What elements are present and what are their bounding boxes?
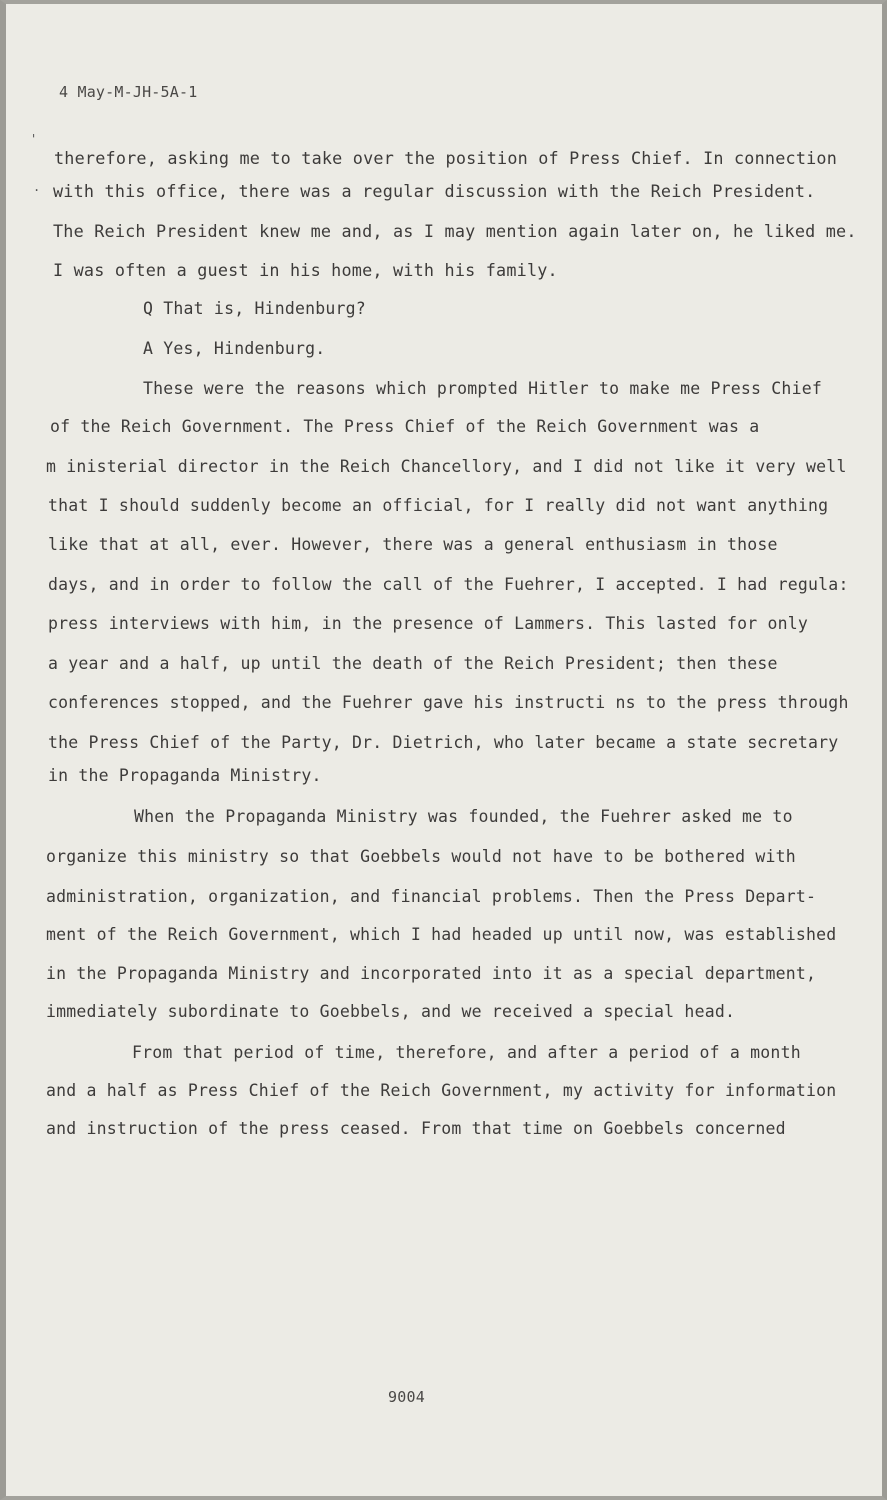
text-line: that I should suddenly become an official, for I really did not want anything xyxy=(48,496,829,515)
text-line: conferences stopped, and the Fuehrer gave his instructi ns to the press through xyxy=(48,693,849,712)
text-line: From that period of time, therefore, and after a period of a month xyxy=(132,1043,801,1062)
text-line: and a half as Press Chief of the Reich Government, my activity for information xyxy=(46,1081,837,1100)
text-line: organize this ministry so that Goebbels would not have to be bothered with xyxy=(46,847,796,866)
text-line: the Press Chief of the Party, Dr. Dietrich, who later became a state secretary xyxy=(48,733,839,752)
text-line: with this office, there was a regular discussion with the Reich President. xyxy=(53,181,816,201)
text-line: The Reich President knew me and, as I may mention again later on, he liked me. xyxy=(53,221,857,241)
text-line: immediately subordinate to Goebbels, and we received a special head. xyxy=(46,1002,736,1021)
text-line: ment of the Reich Government, which I had headed up until now, was established xyxy=(46,925,837,944)
text-line: in the Propaganda Ministry and incorporated into it as a special department, xyxy=(46,964,817,983)
text-line: press interviews with him, in the presence of Lammers. This lasted for only xyxy=(48,614,809,633)
margin-mark: ' xyxy=(30,132,38,146)
text-line: of the Reich Government. The Press Chief of the Reich Government was a xyxy=(50,417,760,436)
text-line: A Yes, Hindenburg. xyxy=(143,339,326,358)
text-line: When the Propaganda Ministry was founded, the Fuehrer asked me to xyxy=(134,807,793,826)
text-line: m inisterial director in the Reich Chancellory, and I did not like it very well xyxy=(46,457,847,476)
text-line: in the Propaganda Ministry. xyxy=(48,766,322,785)
text-line: like that at all, ever. However, there was a general enthusiasm in those xyxy=(48,535,778,554)
text-line: administration, organization, and financial problems. Then the Press Depart- xyxy=(46,887,817,906)
text-line: a year and a half, up until the death of the Reich President; then these xyxy=(48,654,778,673)
text-line: Q That is, Hindenburg? xyxy=(143,299,366,318)
text-line: therefore, asking me to take over the position of Press Chief. In connection xyxy=(54,148,838,168)
page-number: 9004 xyxy=(388,1388,425,1406)
text-line: These were the reasons which prompted Hitler to make me Press Chief xyxy=(143,379,822,398)
text-line: days, and in order to follow the call of the Fuehrer, I accepted. I had regula: xyxy=(48,575,849,594)
margin-mark: . xyxy=(33,180,41,194)
text-line: and instruction of the press ceased. From that time on Goebbels concerned xyxy=(46,1119,786,1138)
text-line: I was often a guest in his home, with his family. xyxy=(53,260,558,280)
document-reference: 4 May-M-JH-5A-1 xyxy=(59,83,198,101)
